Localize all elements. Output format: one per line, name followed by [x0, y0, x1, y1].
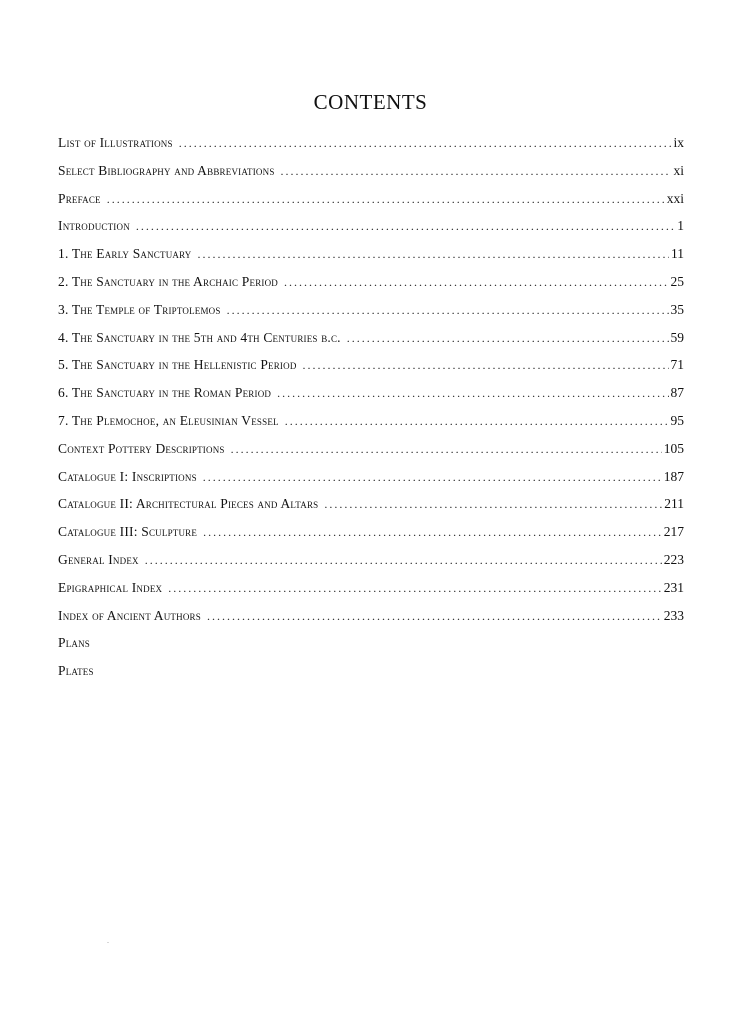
toc-entry	[58, 441, 684, 469]
dot-leader	[347, 331, 669, 346]
table-of-contents	[58, 135, 684, 691]
dot-leader	[231, 442, 662, 457]
toc-entry	[58, 385, 684, 413]
toc-entry-label: 3. The Temple of Triptolemos	[58, 301, 221, 317]
toc-entry	[58, 191, 684, 219]
toc-entry-label: Epigraphical Index	[58, 579, 163, 595]
toc-entry	[58, 246, 684, 274]
toc-entry	[58, 580, 684, 608]
toc-entry-page: 25	[670, 273, 684, 289]
toc-entry-label: Index of Ancient Authors	[58, 607, 201, 623]
toc-entry	[58, 274, 684, 302]
toc-entry	[58, 663, 684, 691]
toc-entry-label: Preface	[58, 190, 101, 206]
dot-leader	[136, 219, 675, 234]
dot-leader	[227, 303, 669, 318]
toc-entry	[58, 608, 684, 636]
toc-entry-page: 35	[670, 301, 684, 317]
toc-entry-page: 233	[663, 607, 684, 623]
toc-entry-label: Select Bibliography and Abbreviations	[58, 162, 275, 178]
toc-entry-label: Catalogue III: Sculpture	[58, 524, 198, 540]
dot-leader	[284, 275, 669, 290]
dot-leader	[107, 192, 665, 207]
toc-entry-label: Catalogue II: Architectural Pieces and Altars	[58, 496, 319, 512]
toc-entry	[58, 330, 684, 358]
toc-entry-page: 187	[663, 468, 684, 484]
toc-entry	[58, 469, 684, 497]
dot-leader	[203, 470, 662, 485]
dot-leader	[145, 553, 662, 568]
toc-entry-label: General Index	[58, 551, 139, 567]
toc-entry-page: 231	[663, 579, 684, 595]
toc-entry-page: 87	[670, 385, 684, 401]
toc-entry	[58, 135, 684, 163]
toc-entry-page: 95	[670, 412, 684, 428]
dot-leader	[203, 525, 662, 540]
dot-leader	[303, 358, 669, 373]
toc-entry-page: 11	[671, 246, 684, 262]
toc-entry-label: List of Illustrations	[58, 135, 173, 150]
toc-entry	[58, 218, 684, 246]
toc-entry	[58, 302, 684, 330]
toc-entry-label: 6. The Sanctuary in the Roman Period	[58, 385, 272, 401]
toc-entry-label: 7. The Plemochoe, an Eleusinian Vessel	[58, 412, 279, 428]
toc-entry-label: Plans	[58, 635, 91, 651]
dot-leader	[324, 497, 662, 512]
dot-leader	[281, 164, 672, 179]
toc-entry	[58, 163, 684, 191]
toc-entry-page: 217	[663, 524, 684, 540]
dot-leader	[277, 386, 668, 401]
toc-entry-label: Context Pottery Descriptions	[58, 440, 225, 456]
toc-entry-page: xxi	[666, 190, 684, 206]
toc-entry-label: Catalogue I: Inscriptions	[58, 468, 197, 484]
dot-leader	[179, 136, 672, 151]
dot-leader	[207, 609, 662, 624]
page-title: CONTENTS	[313, 90, 428, 114]
toc-entry-page: 71	[670, 357, 684, 373]
toc-entry	[58, 524, 684, 552]
toc-entry-page: ix	[673, 135, 684, 150]
toc-entry	[58, 635, 684, 663]
toc-entry	[58, 496, 684, 524]
toc-entry	[58, 413, 684, 441]
toc-entry-page: 105	[663, 440, 684, 456]
toc-entry-label: 4. The Sanctuary in the 5th and 4th Centuries b.c.	[58, 329, 341, 345]
toc-entry-page: 59	[670, 329, 684, 345]
dot-leader	[198, 247, 669, 262]
toc-entry-page: 211	[664, 496, 684, 512]
toc-entry-label: Plates	[58, 663, 94, 679]
toc-entry	[58, 357, 684, 385]
toc-entry-label: 5. The Sanctuary in the Hellenistic Period	[58, 357, 297, 373]
toc-entry-page: 223	[663, 551, 684, 567]
dot-leader	[285, 414, 669, 429]
scan-speck	[107, 942, 109, 943]
toc-entry-label: 2. The Sanctuary in the Archaic Period	[58, 273, 278, 289]
toc-entry-page: xi	[673, 162, 684, 178]
toc-entry-label: Introduction	[58, 218, 130, 234]
toc-entry	[58, 552, 684, 580]
toc-entry-page: 1	[677, 218, 684, 234]
toc-entry-label: 1. The Early Sanctuary	[58, 246, 192, 262]
dot-leader	[168, 581, 662, 596]
